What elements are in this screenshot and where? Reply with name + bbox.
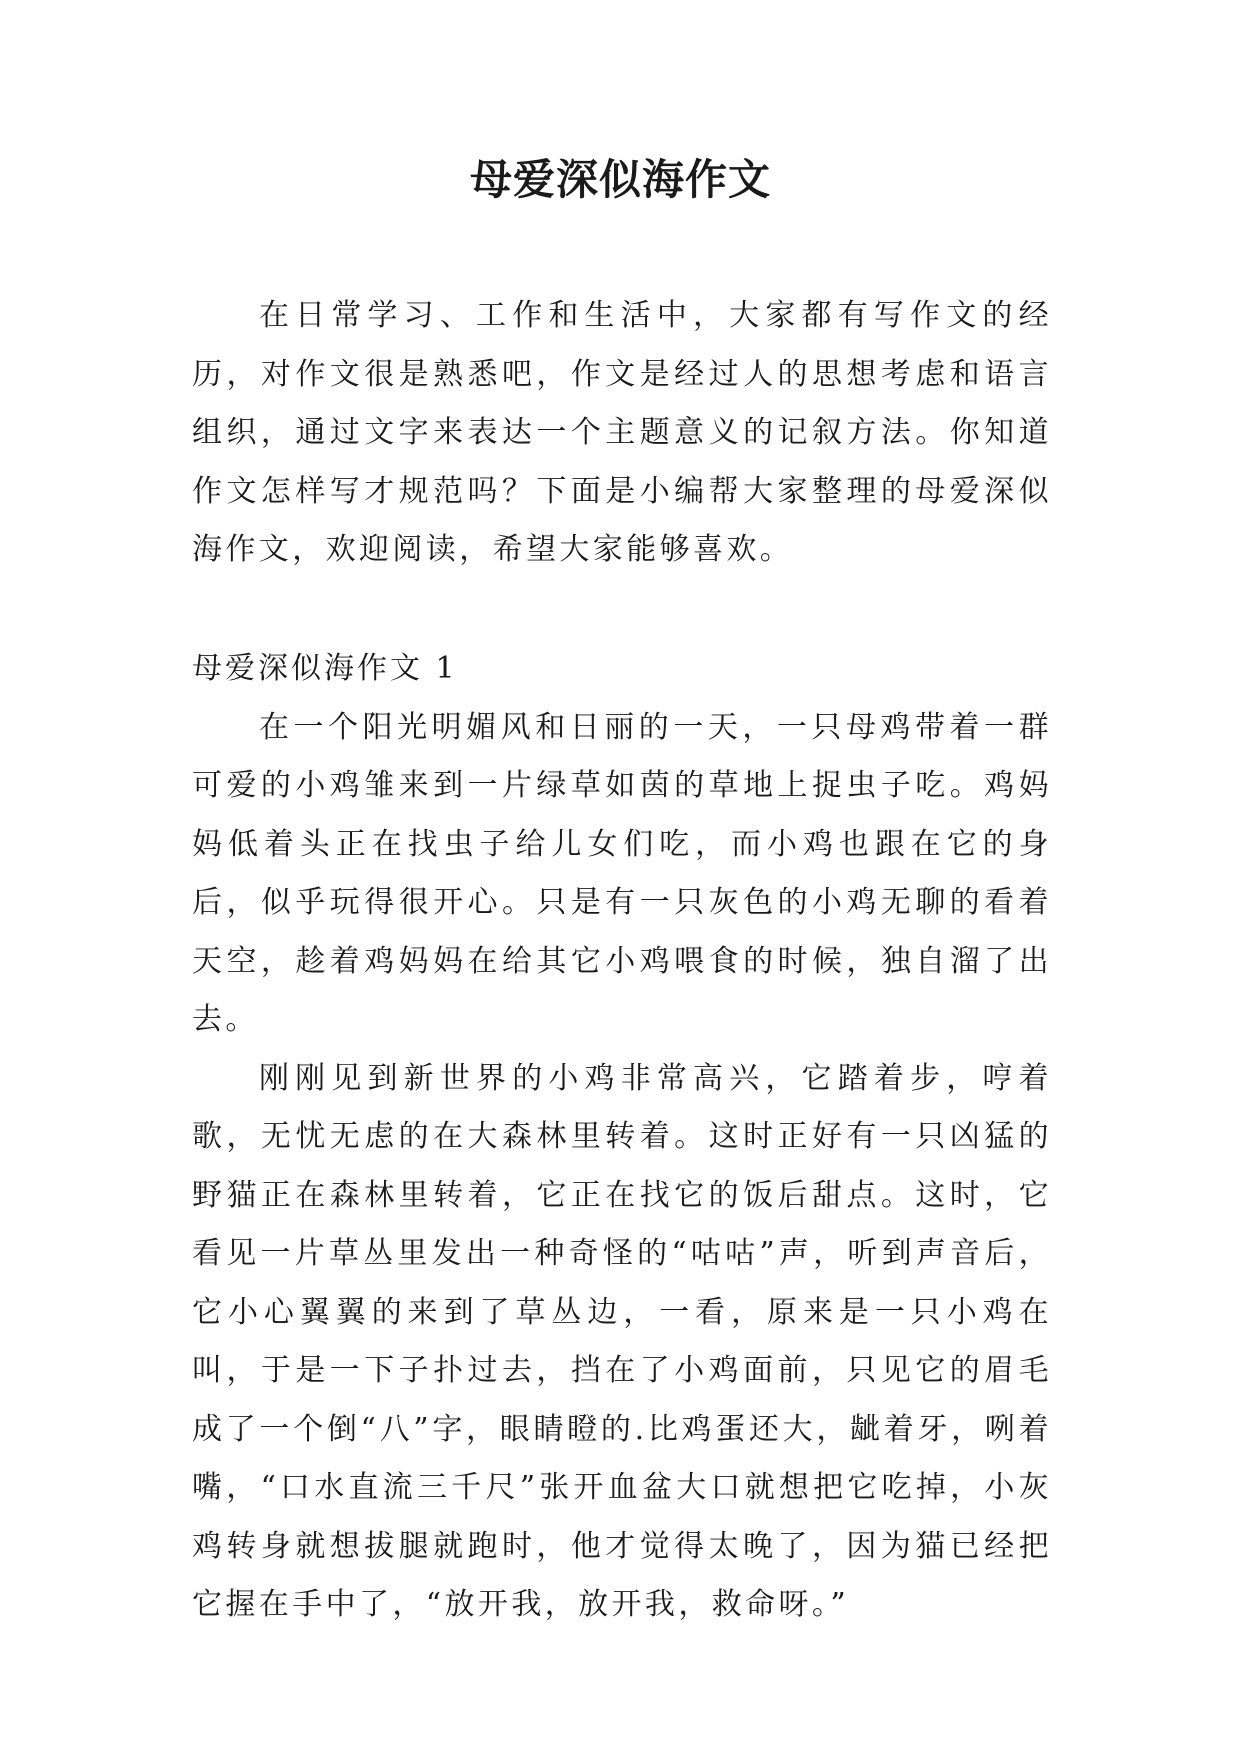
section-paragraph-2: 刚刚见到新世界的小鸡非常高兴，它踏着步，哼着歌，无忧无虑的在大森林里转着。这时正好有一只凶猛的野猫正在森林里转着，它正在找它的饭后甜点。这时，它看见一片草丛里发出一种奇怪的“咕咕”声，听到声音后，它小心翼翼的来到了草丛边，一看，原来是一只小鸡在叫，于是一下子扑过去，挡在了小鸡面前，只见它的眉毛成了一个倒“八”字，眼睛瞪的.比鸡蛋还大，龇着牙，咧着嘴，“口水直流三千尺”张开血盆大口就想把它吃掉，小灰鸡转身就想拔腿就跑时，他才觉得太晚了，因为猫已经把它握在手中了，“放开我，放开我，救命呀。”	[192, 1060, 1052, 1622]
essay-section-1	[192, 640, 1052, 1635]
document-title: 母爱深似海作文	[469, 155, 771, 204]
intro-paragraph: 在日常学习、工作和生活中，大家都有写作文的经历，对作文很是熟悉吧，作文是经过人的思想考虑和语言组织，通过文字来表达一个主题意义的记叙方法。你知道作文怎样写才规范吗？下面是小编帮大家整理的母爱深似海作文，欢迎阅读，希望大家能够喜欢。	[192, 298, 1052, 567]
section-heading: 母爱深似海作文 1	[192, 651, 458, 686]
section-paragraph-1: 在一个阳光明媚风和日丽的一天，一只母鸡带着一群可爱的小鸡雏来到一片绿草如茵的草地上捉虫子吃。鸡妈妈低着头正在找虫子给儿女们吃，而小鸡也跟在它的身后，似乎玩得很开心。只是有一只灰色的小鸡无聊的看着天空，趁着鸡妈妈在给其它小鸡喂食的时候，独自溜了出去。	[192, 709, 1052, 1037]
